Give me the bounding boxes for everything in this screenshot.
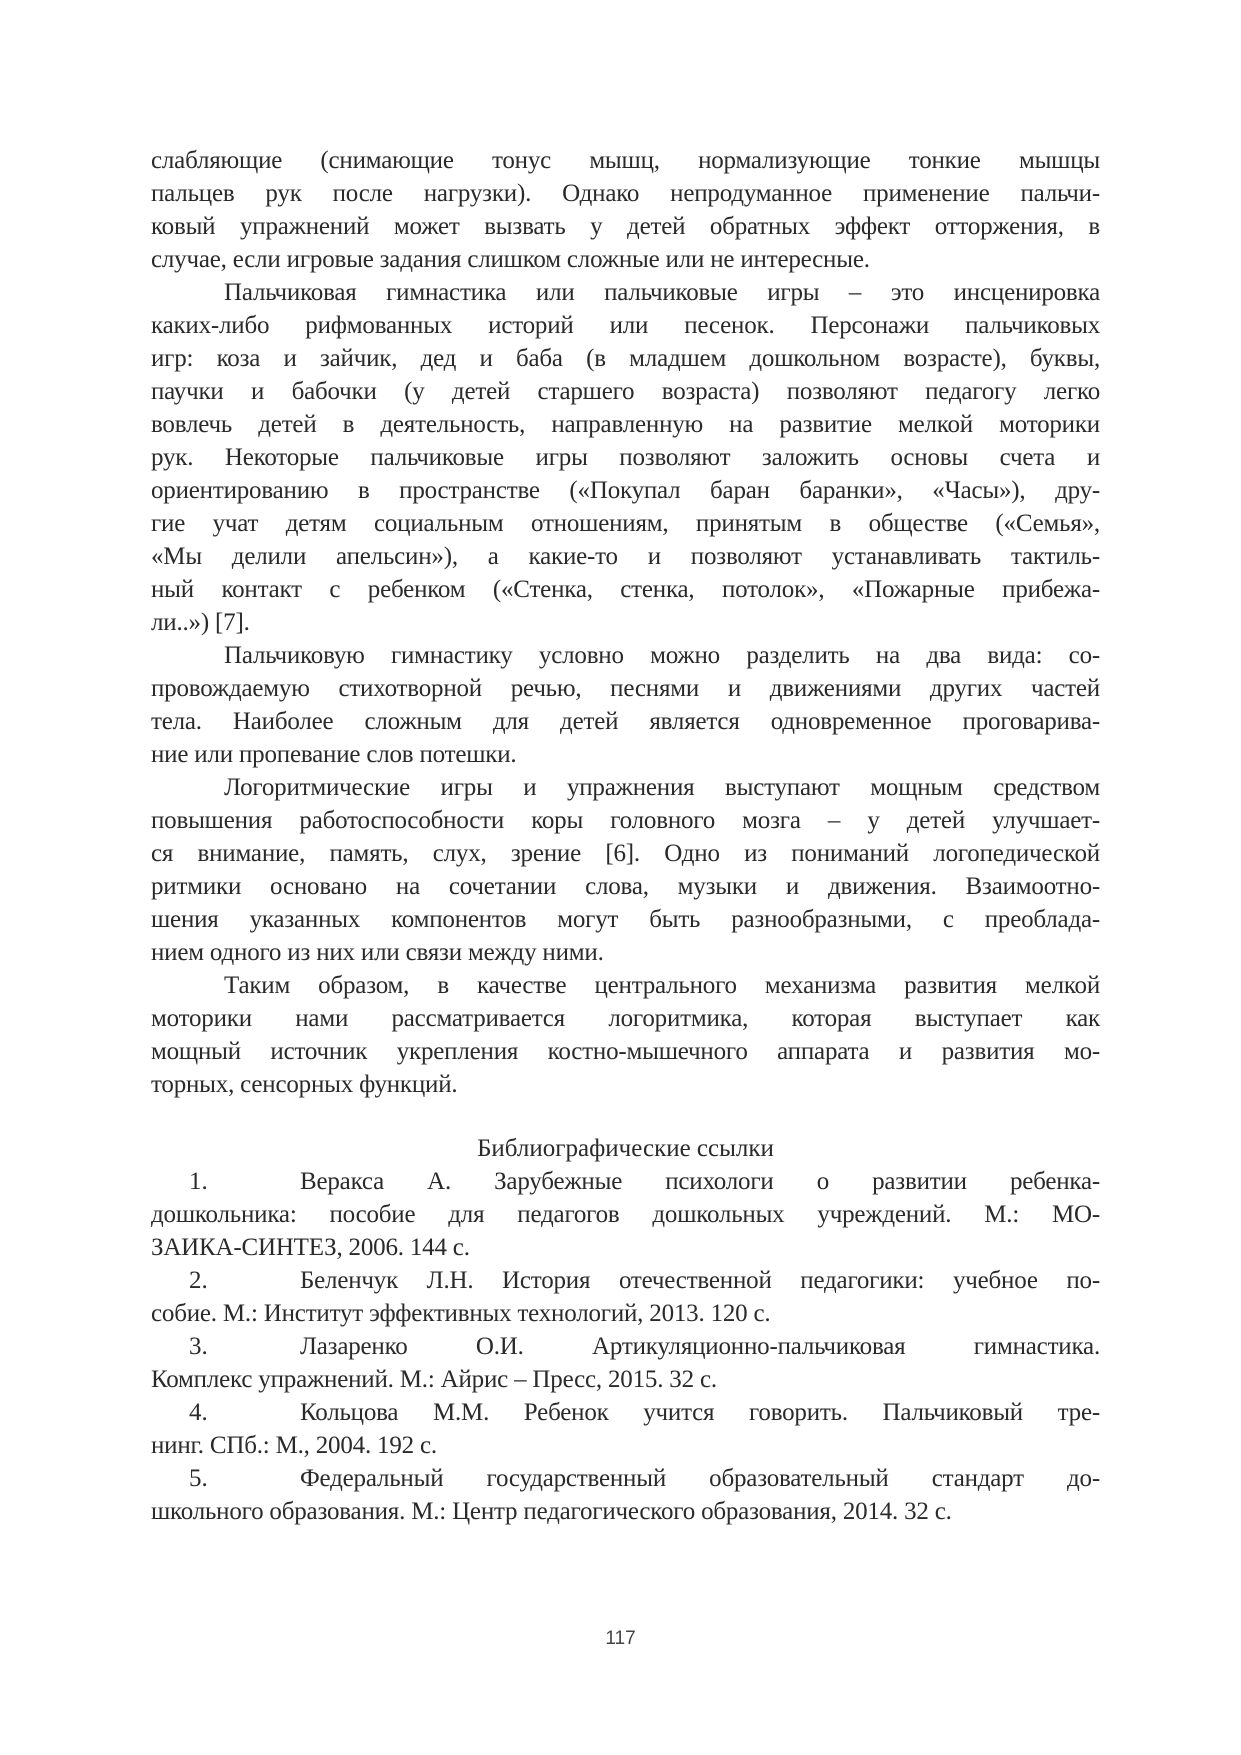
text-line: Лазаренко О.И. Артикуляционно-пальчиковая гимнастика. <box>300 1333 1100 1360</box>
bibliography-item <box>151 1396 1100 1462</box>
paragraph <box>151 969 1100 1101</box>
text-line: Пальчиковая гимнастика или пальчиковые игры – это инсценировка <box>224 279 1100 306</box>
text-line: каких-либо рифмованных историй или песенок. Персонажи пальчиковых <box>151 312 1100 339</box>
text-line: слабляющие (снимающие тонус мышц, нормализующие тонкие мышцы <box>151 147 1100 174</box>
text-line: паучки и бабочки (у детей старшего возраста) позволяют педагогу легко <box>151 378 1100 405</box>
bibliography-list <box>151 1165 1100 1528</box>
text-line: дошкольника: пособие для педагогов дошкольных учреждений. М.: МО- <box>151 1201 1100 1228</box>
text-line: нинг. СПб.: М., 2004. 192 с. <box>151 1432 437 1459</box>
text-line: ние или пропевание слов потешки. <box>151 741 517 768</box>
bibliography-item <box>151 1330 1100 1396</box>
bibliography-number: 3. <box>189 1333 208 1360</box>
text-line: вовлечь детей в деятельность, направленную на развитие мелкой моторики <box>151 411 1100 438</box>
text-line: гие учат детям социальным отношениям, принятым в обществе («Семья», <box>151 510 1100 537</box>
bibliography-item <box>151 1264 1100 1330</box>
page-number: 117 <box>605 1628 636 1649</box>
bibliography-heading: Библиографические ссылки <box>477 1135 774 1162</box>
text-line: ориентированию в пространстве («Покупал баран баранки», «Часы»), дру- <box>151 477 1100 504</box>
paragraph <box>151 144 1100 276</box>
paragraph <box>151 276 1100 639</box>
text-line: школьного образования. М.: Центр педагогического образования, 2014. 32 с. <box>151 1498 952 1525</box>
text-line: ЗАИКА-СИНТЕЗ, 2006. 144 с. <box>151 1234 470 1261</box>
paragraph <box>151 639 1100 771</box>
bibliography-first-line <box>151 1462 1100 1495</box>
text-line: ся внимание, память, слух, зрение [6]. Одно из пониманий логопедической <box>151 840 1100 867</box>
text-line: шения указанных компонентов могут быть разнообразными, с преоблада- <box>151 906 1100 933</box>
bibliography-number: 5. <box>189 1465 208 1492</box>
text-line: случае, если игровые задания слишком сложные или не интересные. <box>151 246 870 273</box>
bibliography-item <box>151 1165 1100 1264</box>
bibliography-number: 2. <box>189 1267 208 1294</box>
bibliography-first-line <box>151 1396 1100 1429</box>
bibliography-first-line <box>151 1330 1100 1363</box>
text-line: ритмики основано на сочетании слова, музыки и движения. Взаимоотно- <box>151 873 1100 900</box>
text-line: торных, сенсорных функций. <box>151 1071 458 1098</box>
text-line: Комплекс упражнений. М.: Айрис – Пресс, 2015. 32 с. <box>151 1366 717 1393</box>
text-line: Кольцова М.М. Ребенок учится говорить. Пальчиковый тре- <box>300 1399 1100 1426</box>
text-line: ный контакт с ребенком («Стенка, стенка, потолок», «Пожарные прибежа- <box>151 576 1100 603</box>
spacer <box>151 1101 1100 1132</box>
text-line: нием одного из них или связи между ними. <box>151 939 604 966</box>
text-line: Пальчиковую гимнастику условно можно разделить на два вида: со- <box>224 642 1100 669</box>
text-line: Веракса А. Зарубежные психологи о развитии ребенка- <box>300 1168 1100 1195</box>
text-line: провождаемую стихотворной речью, песнями и движениями других частей <box>151 675 1100 702</box>
bibliography-number: 1. <box>189 1168 208 1195</box>
text-line: повышения работоспособности коры головного мозга – у детей улучшает- <box>151 807 1100 834</box>
text-line: тела. Наиболее сложным для детей является одновременное проговарива- <box>151 708 1100 735</box>
text-line: моторики нами рассматривается логоритмика, которая выступает как <box>151 1005 1100 1032</box>
document-body <box>151 144 1100 1528</box>
text-line: игр: коза и зайчик, дед и баба (в младшем дошкольном возрасте), буквы, <box>151 345 1100 372</box>
text-line: ли..») [7]. <box>151 609 250 636</box>
text-line: Логоритмические игры и упражнения выступают мощным средством <box>224 774 1100 801</box>
text-line: Таким образом, в качестве центрального механизма развития мелкой <box>224 972 1100 999</box>
bibliography-number: 4. <box>189 1399 208 1426</box>
text-line: мощный источник укрепления костно-мышечного аппарата и развития мо- <box>151 1038 1100 1065</box>
text-line: Федеральный государственный образовательный стандарт до- <box>300 1465 1100 1492</box>
bibliography-first-line <box>151 1264 1100 1297</box>
main-text <box>151 144 1100 1101</box>
text-line: «Мы делили апельсин»), а какие-то и позволяют устанавливать тактиль- <box>151 543 1100 570</box>
bibliography-first-line <box>151 1165 1100 1198</box>
text-line: ковый упражнений может вызвать у детей обратных эффект отторжения, в <box>151 213 1100 240</box>
bibliography-item <box>151 1462 1100 1528</box>
paragraph <box>151 771 1100 969</box>
text-line: рук. Некоторые пальчиковые игры позволяют заложить основы счета и <box>151 444 1100 471</box>
text-line: пальцев рук после нагрузки). Однако непродуманное применение пальчи- <box>151 180 1100 207</box>
text-line: собие. М.: Институт эффективных технологий, 2013. 120 с. <box>151 1300 771 1327</box>
text-line: Беленчук Л.Н. История отечественной педагогики: учебное по- <box>300 1267 1100 1294</box>
